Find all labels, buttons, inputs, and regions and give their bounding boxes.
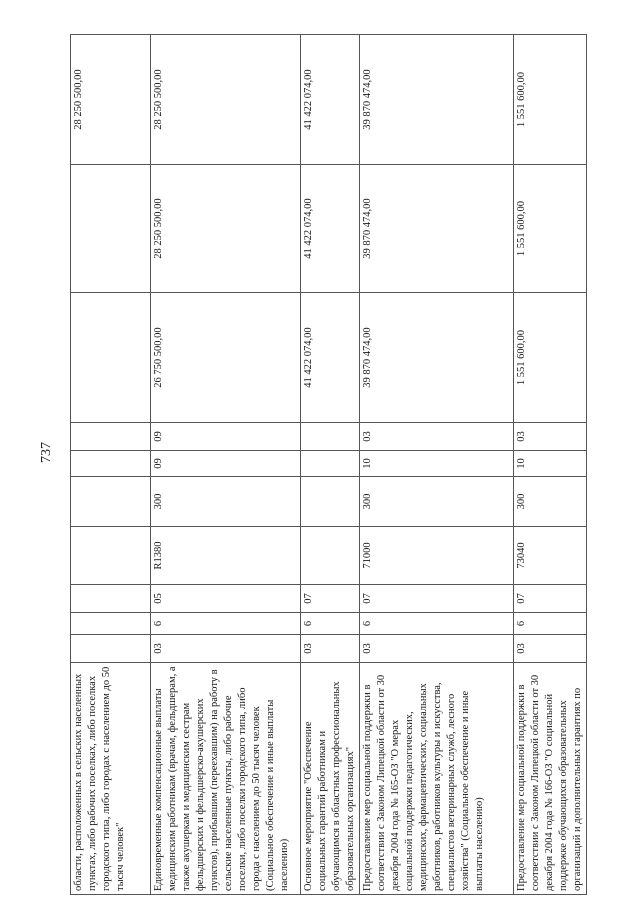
code-section: 09 — [151, 451, 301, 477]
amount-year-3: 39 870 474,00 — [360, 35, 514, 165]
amount-year-2: 1 551 600,00 — [514, 165, 587, 293]
code-section — [301, 451, 360, 477]
code-subsection — [301, 423, 360, 451]
code-event: 07 — [360, 585, 514, 613]
table-row — [360, 35, 514, 895]
code-event: 07 — [514, 585, 587, 613]
code-subprogram: 6 — [360, 613, 514, 635]
code-expense-type: 300 — [514, 477, 587, 527]
code-program: 03 — [360, 635, 514, 663]
code-program: 03 — [151, 635, 301, 663]
code-subprogram: 6 — [301, 613, 360, 635]
code-direction — [301, 527, 360, 585]
amount-year-3: 41 422 074,00 — [301, 35, 360, 165]
code-subsection: 09 — [151, 423, 301, 451]
code-subsection: 03 — [360, 423, 514, 451]
row-name: Основное мероприятие "Обеспечение социальных гарантий работникам и обучающимся в областных профессиональных образовательных организациях" — [301, 663, 360, 895]
amount-year-3: 1 551 600,00 — [514, 35, 587, 165]
code-subsection — [71, 423, 151, 451]
code-subprogram — [71, 613, 151, 635]
budget-table-sheet — [70, 35, 583, 895]
table-row — [151, 35, 301, 895]
code-section: 10 — [360, 451, 514, 477]
code-expense-type — [301, 477, 360, 527]
amount-year-3: 28 250 500,00 — [151, 35, 301, 165]
code-program: 03 — [301, 635, 360, 663]
amount-year-2: 41 422 074,00 — [301, 165, 360, 293]
code-event: 07 — [301, 585, 360, 613]
page-number: 737 — [39, 442, 54, 463]
amount-year-1: 26 750 500,00 — [151, 293, 301, 423]
code-subprogram: 6 — [151, 613, 301, 635]
code-event: 05 — [151, 585, 301, 613]
amount-year-1: 41 422 074,00 — [301, 293, 360, 423]
code-program — [71, 635, 151, 663]
row-name: Предоставление мер социальной поддержки в соответствии с Законом Липецкой области от 30 декабря 2004 года № 165-ОЗ "О мерах социальной поддержки педагогических, медицинских, фармацевтических, социальных работников, работников культуры и искусства, специалистов ветеринарных служб, лесного хозяйства" (Социальное обеспечение и иные выплаты населению) — [360, 663, 514, 895]
amount-year-1: 1 551 600,00 — [514, 293, 587, 423]
amount-year-2: 28 250 500,00 — [151, 165, 301, 293]
code-subprogram: 6 — [514, 613, 587, 635]
code-direction: R1380 — [151, 527, 301, 585]
code-expense-type: 300 — [151, 477, 301, 527]
amount-year-1 — [71, 293, 151, 423]
code-subsection: 03 — [514, 423, 587, 451]
row-name: области, расположенных в сельских населенных пунктах, либо рабочих поселках, либо поселках городского типа, либо городах с населением до 50 тысяч человек" — [71, 663, 151, 895]
amount-year-3: 28 250 500,00 — [71, 35, 151, 165]
code-direction: 71000 — [360, 527, 514, 585]
code-event — [71, 585, 151, 613]
code-direction — [71, 527, 151, 585]
table-row — [514, 35, 587, 895]
code-section — [71, 451, 151, 477]
amount-year-1: 39 870 474,00 — [360, 293, 514, 423]
code-section: 10 — [514, 451, 587, 477]
code-direction: 73040 — [514, 527, 587, 585]
budget-table — [70, 34, 587, 895]
table-row — [301, 35, 360, 895]
row-name: Предоставление мер социальной поддержки в соответствии с Законом Липецкой области от 30 декабря 2004 года № 166-ОЗ "О социальной поддержке обучающихся образовательных организаций и дополнительных гарантиях по — [514, 663, 587, 895]
code-expense-type: 300 — [360, 477, 514, 527]
code-expense-type — [71, 477, 151, 527]
code-program: 03 — [514, 635, 587, 663]
table-row — [71, 35, 151, 895]
rotated-table-container — [70, 35, 583, 895]
row-name: Единовременные компенсационные выплаты медицинским работникам (врачам, фельдшерам, а также акушеркам и медицинским сестрам фельдшерских и фельдшерско-акушерских пунктов), прибывшим (переехавшим) на работу в сельские населенные пункты, либо рабочие поселки, либо поселки городского типа, либо города с населением до 50 тысяч человек (Социальное обеспечение и иные выплаты населению) — [151, 663, 301, 895]
amount-year-2 — [71, 165, 151, 293]
amount-year-2: 39 870 474,00 — [360, 165, 514, 293]
